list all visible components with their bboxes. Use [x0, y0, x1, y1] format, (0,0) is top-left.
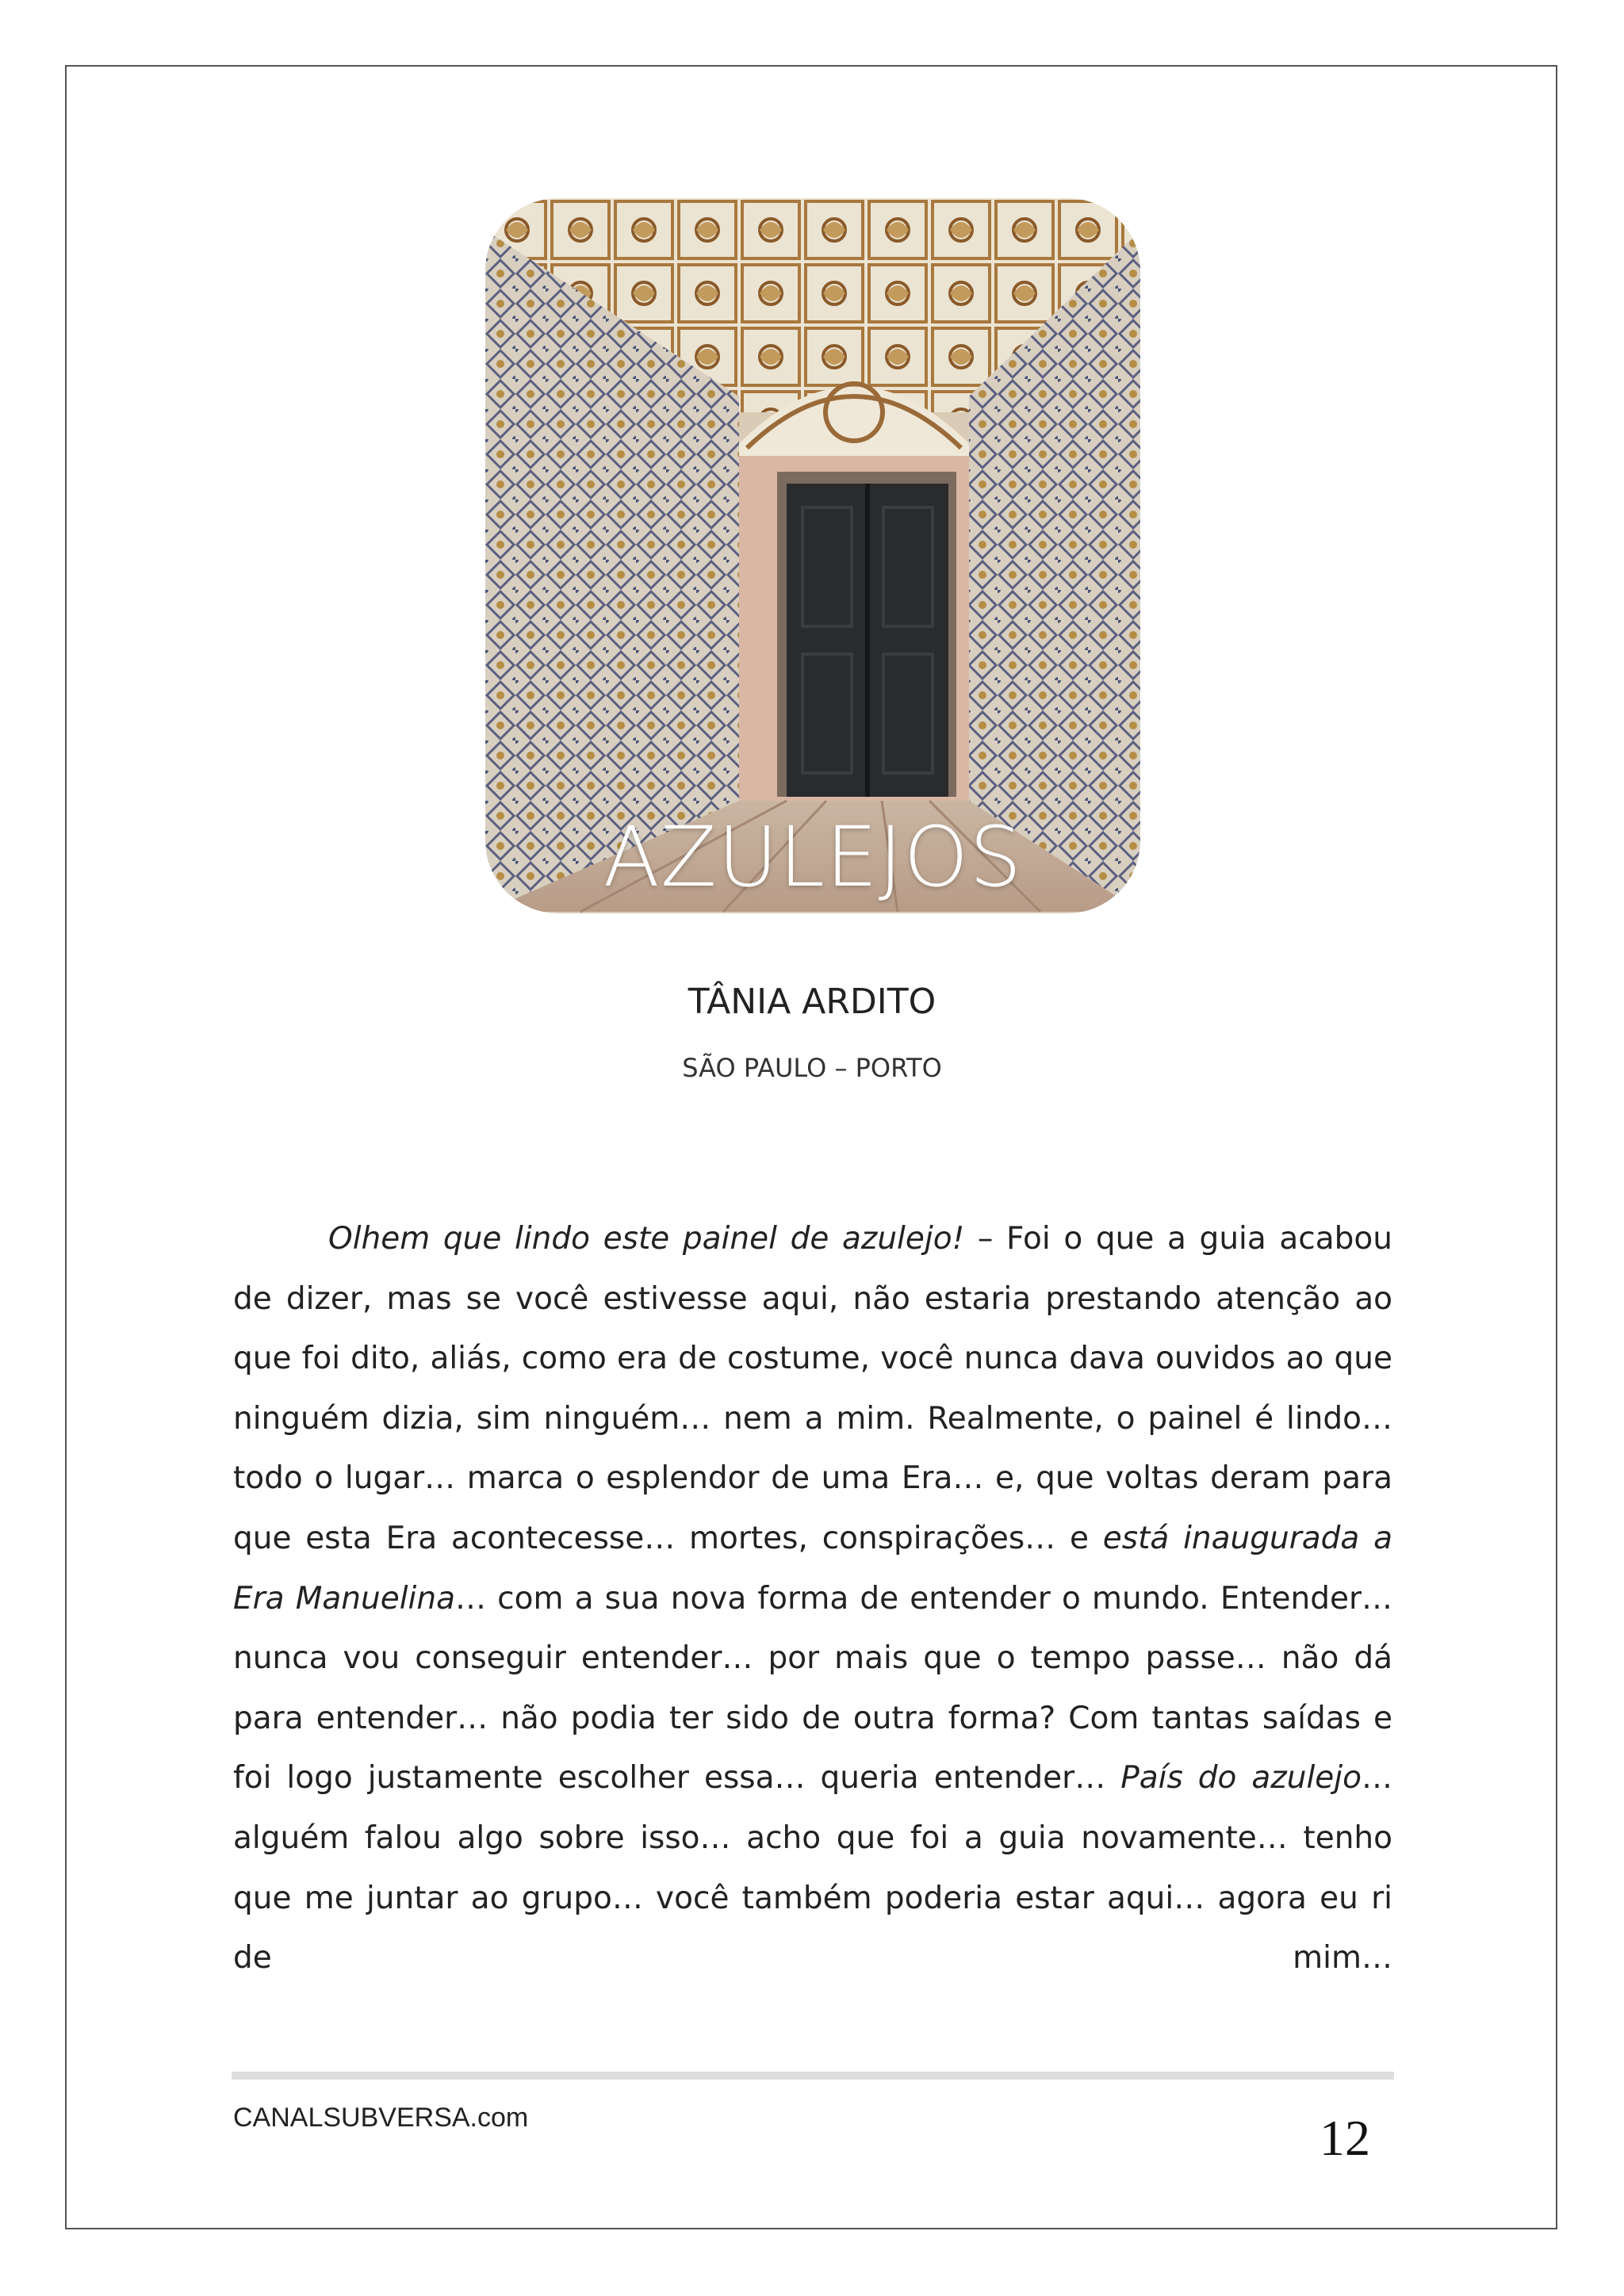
author-name: TÂNIA ARDITO — [688, 982, 936, 1022]
hero-image — [485, 198, 1140, 913]
text-segment: Olhem que lindo este painel de azulejo! — [328, 1221, 965, 1257]
tiled-corridor-photo-icon — [485, 198, 1140, 913]
page-number: 12 — [1320, 2110, 1370, 2166]
text-segment: está inaugurada a Era Manuelina — [233, 1520, 1392, 1617]
text-segment: – Foi o que a guia acabou de dizer, mas se você estivesse aqui, não estaria prestando atenção ao que foi dito, aliás, como era de costume, você nunca dava ouvidos ao que ninguém dizia, sim ninguém… nem a mim. Realmente, o painel é lindo… todo o lugar… marca o esplendor de uma Era… e, que voltas deram para que esta Era acontecesse… mortes, conspirações… e — [233, 1221, 1392, 1556]
text-segment: … alguém falou algo sobre isso… acho que foi a guia novamente… tenho que me juntar ao grupo… você também poderia estar aqui… agora eu ri de mim… — [233, 1760, 1392, 1976]
author-location: SÃO PAULO – PORTO — [682, 1053, 942, 1083]
text-segment: … com a sua nova forma de entender o mundo. Entender… nunca vou conseguir entender… por mais que o tempo passe… não dá para entender… não podia ter sido de outra forma? Com tantas saídas e foi logo justamente escolher essa… queria entender… — [233, 1580, 1392, 1797]
footer-divider — [232, 2072, 1394, 2080]
text-segment: País do azulejo — [1120, 1760, 1362, 1797]
article-body — [233, 1209, 1392, 1988]
hero-title: AZULEJOS — [603, 809, 1023, 905]
footer-site-link[interactable]: CANALSUBVERSA.com — [233, 2103, 529, 2133]
